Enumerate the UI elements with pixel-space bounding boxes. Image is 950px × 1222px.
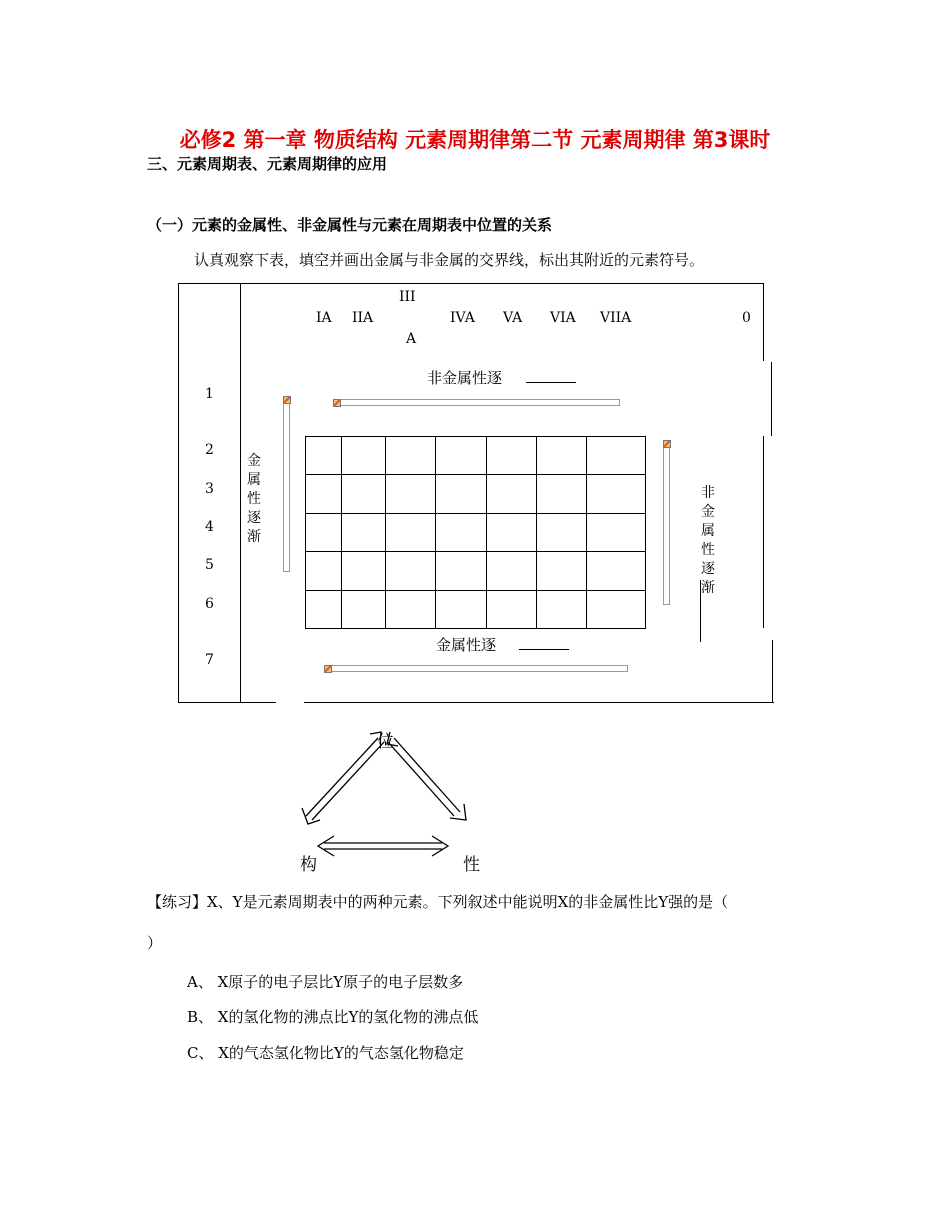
subsection-heading: （一）元素的金属性、非金属性与元素在周期表中位置的关系 xyxy=(147,216,553,234)
triangle-right-label: 性 xyxy=(463,855,480,875)
period-label: 5 xyxy=(205,557,214,573)
group-iia: IIA xyxy=(352,310,374,326)
group-ia: IA xyxy=(316,310,332,326)
metal-trend-vertical-bar xyxy=(283,396,290,572)
triangle-left-label: 构 xyxy=(300,855,317,875)
fill-blank-top[interactable] xyxy=(526,382,576,383)
group-iiia-top: III xyxy=(399,289,416,305)
period-label: 1 xyxy=(205,386,214,402)
exercise-question: 【练习】X、Y是元素周期表中的两种元素。下列叙述中能说明X的非金属性比Y强的是（ xyxy=(147,893,729,911)
section-heading: 三、元素周期表、元素周期律的应用 xyxy=(147,155,388,173)
group-iiia-bottom: A xyxy=(406,331,417,347)
group-zero: 0 xyxy=(742,310,751,326)
nonmetal-trend-vertical-bar xyxy=(663,440,670,605)
triangle-top-label: 位 xyxy=(377,732,394,752)
period-label: 4 xyxy=(205,519,214,535)
period-label: 6 xyxy=(205,596,214,612)
exercise-option: A、 X原子的电子层比Y原子的电子层数多 xyxy=(187,973,464,991)
group-viia: VIIA xyxy=(600,310,632,326)
period-label: 7 xyxy=(205,652,214,668)
metal-trend-left-label: 金属性逐渐 xyxy=(247,453,261,545)
nonmetal-trend-right-label: 非金属性逐渐 xyxy=(701,485,715,596)
group-via: VIA xyxy=(550,310,576,326)
period-label: 3 xyxy=(205,481,214,497)
group-va: VA xyxy=(503,310,523,326)
exercise-option: B、 X的氢化物的沸点比Y的氢化物的沸点低 xyxy=(187,1008,479,1026)
instruction-text: 认真观察下表，填空并画出金属与非金属的交界线，标出其附近的元素符号。 xyxy=(194,251,705,269)
metal-trend-arrow-bar xyxy=(324,665,628,672)
group-iva: IVA xyxy=(450,310,475,326)
element-grid xyxy=(305,436,647,630)
nonmetal-trend-top-label: 非金属性逐 xyxy=(427,369,503,387)
exercise-paren-close: ） xyxy=(147,934,163,952)
metal-trend-bottom-label: 金属性逐 xyxy=(436,636,497,654)
page-title: 必修2 第一章 物质结构 元素周期律第二节 元素周期律 第3课时 xyxy=(179,128,771,152)
period-label: 2 xyxy=(205,442,214,458)
fill-blank-bottom[interactable] xyxy=(519,649,569,650)
exercise-option: C、 X的气态氢化物比Y的气态氢化物稳定 xyxy=(187,1044,464,1062)
nonmetal-trend-arrow-bar xyxy=(333,399,620,406)
